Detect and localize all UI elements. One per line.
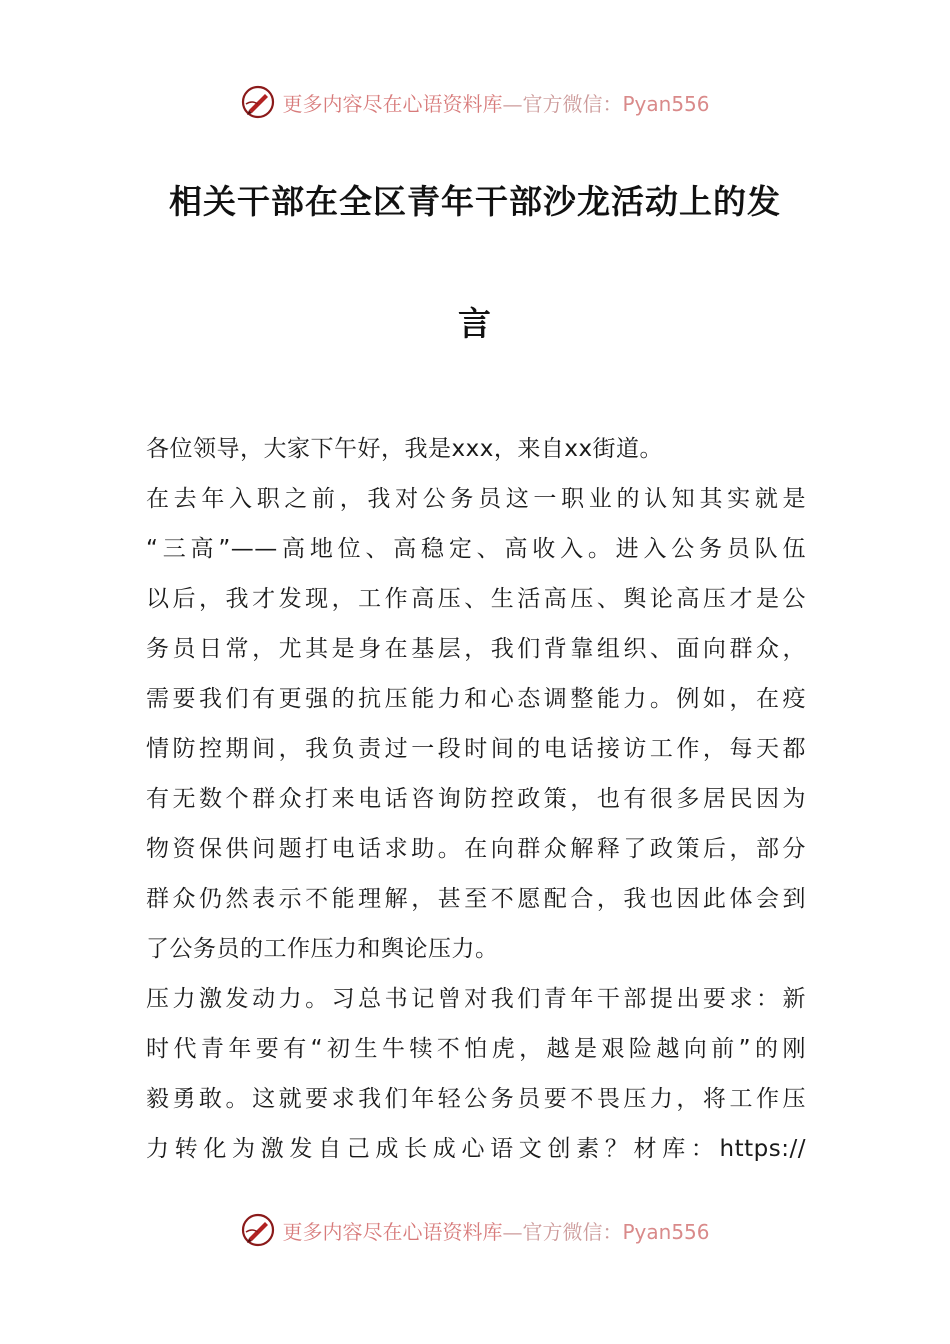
body-line: 需要我们有更强的抗压能力和心态调整能力。例如，在疫: [146, 686, 806, 712]
body-line: 务员日常，尤其是身在基层，我们背靠组织、面向群众，: [146, 636, 806, 662]
body-line: 压力激发动力。习总书记曾对我们青年干部提出要求：新: [146, 986, 806, 1012]
watermark-wechat-id: Pyan556: [622, 1219, 710, 1244]
body-line: 时代青年要有“初生牛犊不怕虎，越是艰险越向前”的刚: [146, 1036, 806, 1062]
watermark-main: 更多内容尽在心语资料库: [282, 91, 503, 116]
body-line: 情防控期间，我负责过一段时间的电话接访工作，每天都: [146, 736, 806, 762]
body-line: 群众仍然表示不能理解，甚至不愿配合，我也因此体会到: [146, 886, 806, 912]
body-line: 力转化为激发自己成长成心语文创素？材库：https://: [146, 1136, 806, 1162]
watermark-text: [282, 1216, 709, 1245]
pen-logo-icon: [240, 1212, 276, 1248]
watermark-separator: —官方微信：: [502, 91, 623, 116]
body-line: 毅勇敢。这就要求我们年轻公务员要不畏压力，将工作压: [146, 1086, 806, 1112]
watermark-main: 更多内容尽在心语资料库: [282, 1219, 503, 1244]
header-watermark-banner: [0, 80, 950, 124]
body-line: 了公务员的工作压力和舆论压力。: [146, 936, 499, 962]
document-title-line-1: 相关干部在全区青年干部沙龙活动上的发: [169, 182, 781, 221]
document-body: [146, 424, 806, 1174]
pen-logo-icon: [240, 84, 276, 120]
body-line: 在去年入职之前，我对公务员这一职业的认知其实就是: [146, 486, 806, 512]
footer-watermark-banner: [0, 1208, 950, 1252]
body-line: 物资保供问题打电话求助。在向群众解释了政策后，部分: [146, 836, 806, 862]
body-line: 各位领导，大家下午好，我是xxx，来自xx街道。: [146, 436, 664, 462]
document-title-line-2: 言: [458, 304, 492, 343]
watermark-separator: —官方微信：: [502, 1219, 623, 1244]
watermark-text: [282, 88, 709, 117]
body-line: “三高”——高地位、高稳定、高收入。进入公务员队伍: [146, 536, 806, 562]
watermark-wechat-id: Pyan556: [622, 91, 710, 116]
body-line: 有无数个群众打来电话咨询防控政策，也有很多居民因为: [146, 786, 806, 812]
body-line: 以后，我才发现，工作高压、生活高压、舆论高压才是公: [146, 586, 806, 612]
